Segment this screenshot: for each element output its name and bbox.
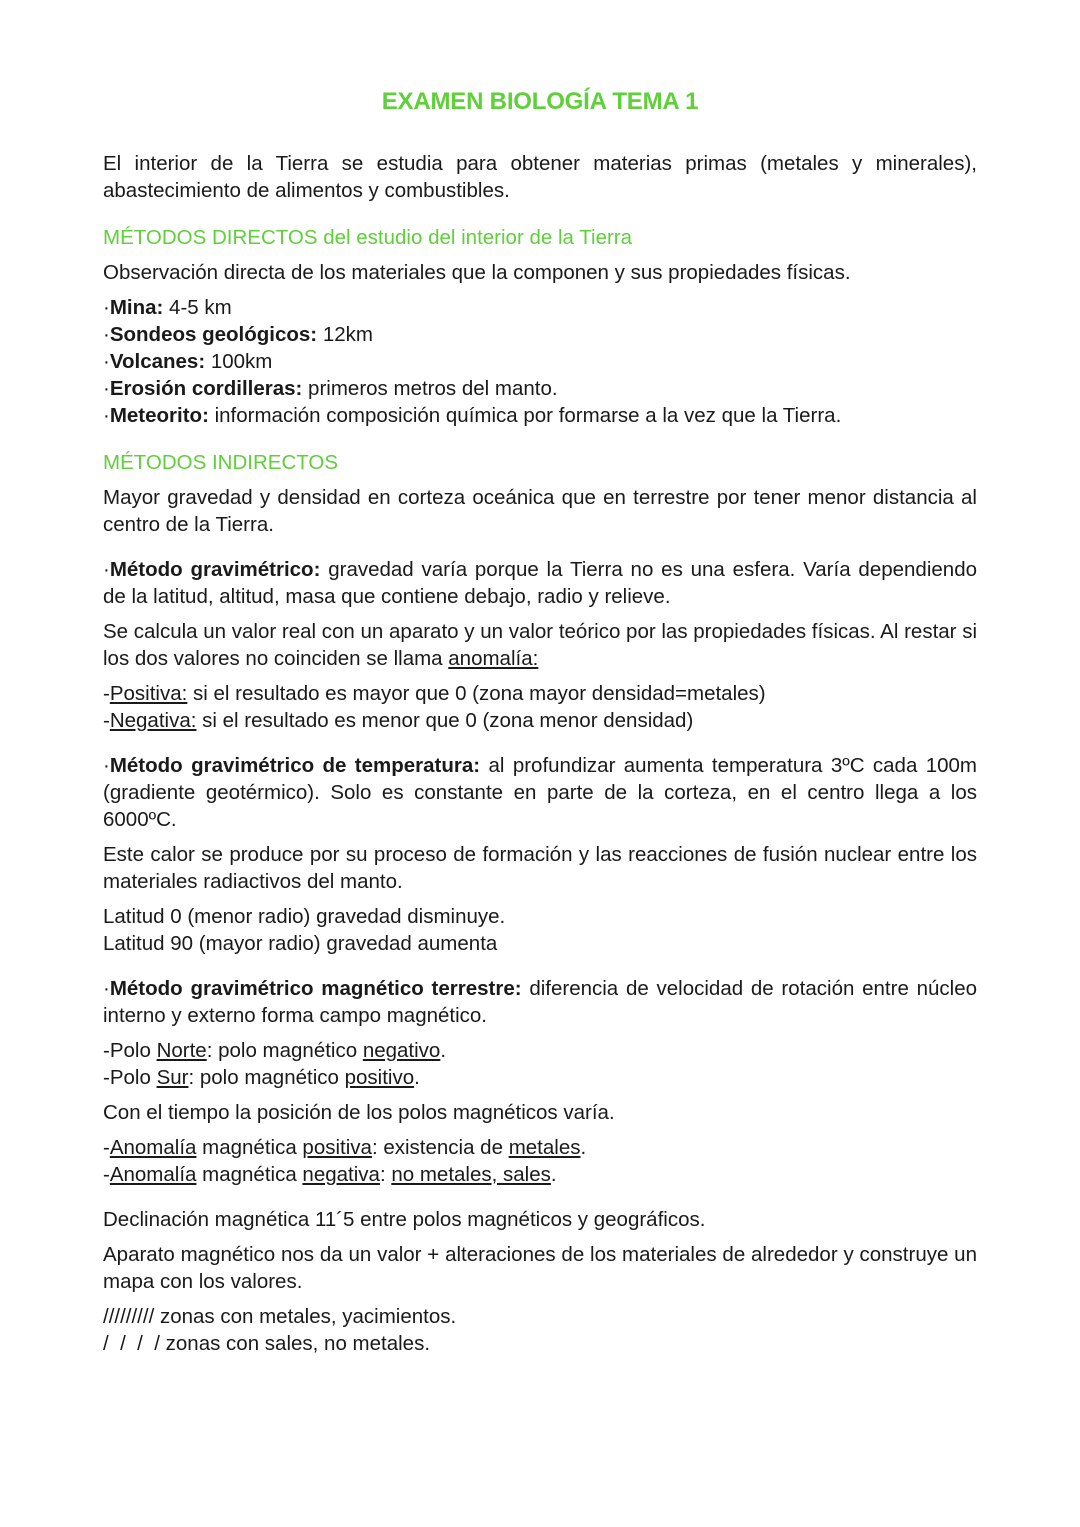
- item-text: primeros metros del manto.: [302, 377, 558, 400]
- list-item: [103, 1064, 977, 1091]
- anomalia-magnetica-list: [103, 1134, 977, 1188]
- item-label: Meteorito:: [109, 404, 209, 427]
- polo-norte-term: Norte: [156, 1039, 207, 1062]
- polo-sur-term: Sur: [156, 1066, 189, 1089]
- magnetico-text: diferencia de velocidad de rotación entre núcleo interno y externo forma campo magnético.: [103, 977, 978, 1027]
- list-item: [103, 1134, 977, 1161]
- polo-prefix: -Polo: [103, 1066, 157, 1089]
- directos-list: [103, 294, 977, 429]
- temperatura-label: Método gravimétrico de temperatura:: [109, 754, 481, 777]
- negativa-term: negativa: [302, 1163, 380, 1186]
- negativa-text: si el resultado es menor que 0 (zona menor densidad): [196, 709, 694, 732]
- temperatura-text: al profundizar aumenta temperatura 3ºC cada 100m (gradiente geotérmico). Solo es constante en parte de la corteza, en el centro llega a los 6000ºC.: [103, 754, 977, 831]
- list-item: ·Sondeos geológicos: 12km: [103, 323, 373, 346]
- positivo-term: positivo: [344, 1066, 415, 1089]
- magnetico-paragraph: ·Método gravimétrico magnético terrestre: diferencia de velocidad de rotación entre núcleo interno y externo forma campo magnético.: [103, 977, 978, 1027]
- list-item: -Positiva: si el resultado es mayor que 0 (zona mayor densidad=metales): [103, 682, 766, 705]
- latitud-90: Latitud 90 (mayor radio) gravedad aumenta: [103, 932, 498, 955]
- calculo-text: Se calcula un valor real con un aparato y un valor teórico por las propiedades físicas. Al restar si los dos valores no coinciden se llama: [103, 620, 977, 670]
- item-label: Volcanes:: [109, 350, 206, 373]
- anomalia-term: Anomalía: [109, 1163, 197, 1186]
- intro-paragraph: El interior de la Tierra se estudia para obtener materias primas (metales y minerales), abastecimiento de alimentos y combustibles.: [103, 152, 977, 202]
- negativa-term: Negativa:: [109, 709, 197, 732]
- item-label: Mina:: [109, 296, 164, 319]
- list-item: ·Erosión cordilleras: primeros metros del manto.: [103, 377, 558, 400]
- list-item: [103, 1037, 977, 1064]
- period: .: [550, 1163, 557, 1186]
- text: magnética: [196, 1136, 303, 1159]
- aparato-paragraph: Aparato magnético nos da un valor + alteraciones de los materiales de alrededor y construye un mapa con los valores.: [103, 1243, 977, 1293]
- positiva-text: si el resultado es mayor que 0 (zona mayor densidad=metales): [187, 682, 766, 705]
- item-text: 12km: [317, 323, 373, 346]
- anomalia-term: anomalía:: [448, 647, 539, 670]
- negativo-term: negativo: [362, 1039, 441, 1062]
- item-text: información composición química por formarse a la vez que la Tierra.: [208, 404, 842, 427]
- indirectos-description: Mayor gravedad y densidad en corteza oceánica que en terrestre por tener menor distancia al centro de la Tierra.: [103, 486, 977, 536]
- section-heading-directos: MÉTODOS DIRECTOS del estudio del interior de la Tierra: [103, 226, 633, 249]
- positiva-term: Positiva:: [109, 682, 188, 705]
- metales-term: metales: [508, 1136, 581, 1159]
- gravimetrico-paragraph: ·Método gravimétrico: gravedad varía porque la Tierra no es una esfera. Varía dependiendo de la latitud, altitud, masa que contiene debajo, radio y relieve.: [103, 558, 977, 608]
- positiva-term: positiva: [302, 1136, 372, 1159]
- list-item: ·Volcanes: 100km: [103, 350, 273, 373]
- text: :: [379, 1163, 392, 1186]
- period: .: [414, 1066, 420, 1089]
- dash: -: [103, 1136, 110, 1159]
- list-item: ·Mina: 4-5 km: [103, 296, 232, 319]
- directos-description: Observación directa de los materiales que la componen y sus propiedades físicas.: [103, 261, 851, 284]
- item-text: 4-5 km: [163, 296, 232, 319]
- item-label: Sondeos geológicos:: [109, 323, 318, 346]
- polo-text: : polo magnético: [188, 1066, 345, 1089]
- gravimetrico-label: Método gravimétrico:: [109, 558, 321, 581]
- list-item: -Negativa: si el resultado es menor que 0 (zona menor densidad): [103, 709, 694, 732]
- anomalia-list: [103, 680, 977, 734]
- dash: -: [103, 1163, 110, 1186]
- polo-text: : polo magnético: [206, 1039, 363, 1062]
- list-item: ·Meteorito: información composición química por formarse a la vez que la Tierra.: [103, 404, 842, 427]
- latitud-lines: [103, 903, 977, 957]
- temperatura-calor: Este calor se produce por su proceso de formación y las reacciones de fusión nuclear entre los materiales radiactivos del manto.: [103, 843, 977, 893]
- no-metales-term: no metales, sales: [391, 1163, 551, 1186]
- zonas-metales: ///////// zonas con metales, yacimientos.: [103, 1305, 457, 1328]
- anomalia-term: Anomalía: [109, 1136, 197, 1159]
- declinacion-line: Declinación magnética 11´5 entre polos magnéticos y geográficos.: [103, 1208, 706, 1231]
- tiempo-line: Con el tiempo la posición de los polos magnéticos varía.: [103, 1101, 615, 1124]
- period: .: [580, 1136, 587, 1159]
- section-heading-indirectos: MÉTODOS INDIRECTOS: [103, 451, 339, 474]
- page-title: EXAMEN BIOLOGÍA TEMA 1: [381, 88, 699, 115]
- item-text: 100km: [205, 350, 273, 373]
- text: : existencia de: [371, 1136, 509, 1159]
- latitud-0: Latitud 0 (menor radio) gravedad disminuye.: [103, 905, 506, 928]
- temperatura-paragraph: ·Método gravimétrico de temperatura: al profundizar aumenta temperatura 3ºC cada 100m (gradiente geotérmico). Solo es constante en parte de la corteza, en el centro llega a los 6000ºC.: [103, 754, 977, 831]
- text: magnética: [196, 1163, 303, 1186]
- magnetico-label: Método gravimétrico magnético terrestre:: [109, 977, 522, 1000]
- polos-list: [103, 1037, 977, 1091]
- item-label: Erosión cordilleras:: [109, 377, 303, 400]
- period: .: [440, 1039, 447, 1062]
- polo-prefix: -Polo: [103, 1039, 157, 1062]
- zonas-sales: / / / / zonas con sales, no metales.: [103, 1332, 431, 1355]
- zonas-list: [103, 1303, 977, 1357]
- list-item: [103, 1161, 977, 1188]
- gravimetrico-calculo: [103, 618, 977, 672]
- gravimetrico-text: gravedad varía porque la Tierra no es una esfera. Varía dependiendo de la latitud, altitud, masa que contiene debajo, radio y relieve.: [103, 558, 977, 608]
